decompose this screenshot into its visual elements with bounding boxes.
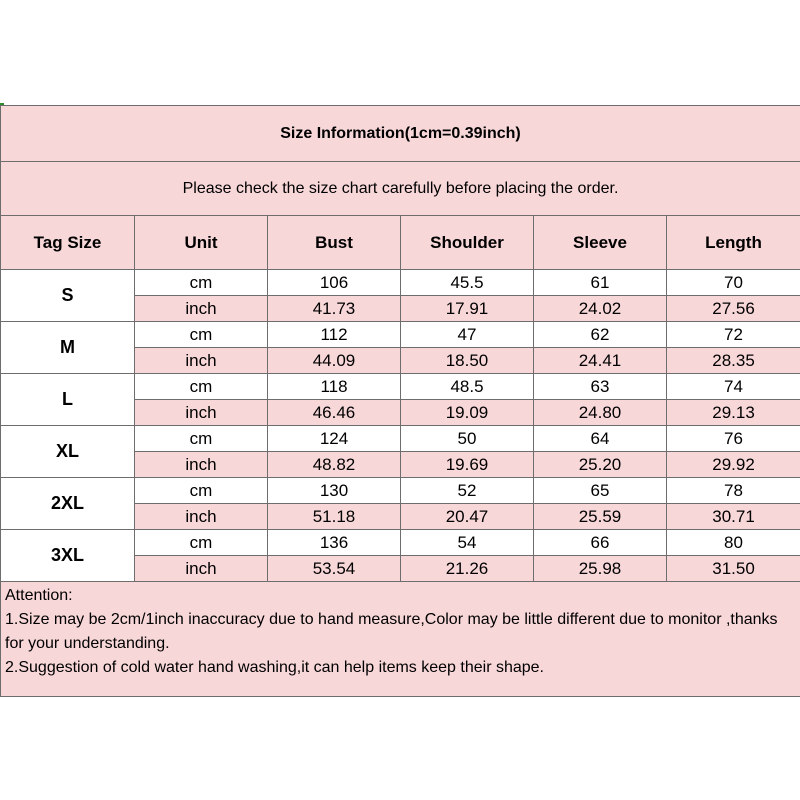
tag-size-cell: L — [1, 374, 135, 426]
length-cell: 28.35 — [667, 348, 800, 374]
unit-cell: cm — [135, 322, 268, 348]
header-row — [1, 216, 800, 270]
length-cell: 29.13 — [667, 400, 800, 426]
size-chart-table — [0, 105, 800, 697]
unit-cell: cm — [135, 426, 268, 452]
bust-cell: 130 — [268, 478, 401, 504]
shoulder-cell: 54 — [401, 530, 534, 556]
sleeve-cell: 62 — [534, 322, 667, 348]
sleeve-cell: 25.59 — [534, 504, 667, 530]
tag-size-cell: XL — [1, 426, 135, 478]
length-cell: 76 — [667, 426, 800, 452]
shoulder-cell: 17.91 — [401, 296, 534, 322]
unit-cell: inch — [135, 400, 268, 426]
shoulder-cell: 48.5 — [401, 374, 534, 400]
shoulder-cell: 47 — [401, 322, 534, 348]
bust-cell: 46.46 — [268, 400, 401, 426]
length-cell: 74 — [667, 374, 800, 400]
sleeve-cell: 24.41 — [534, 348, 667, 374]
unit-cell: cm — [135, 270, 268, 296]
header-length: Length — [667, 216, 800, 270]
shoulder-cell: 20.47 — [401, 504, 534, 530]
shoulder-cell: 19.69 — [401, 452, 534, 478]
bust-cell: 118 — [268, 374, 401, 400]
sleeve-cell: 65 — [534, 478, 667, 504]
sleeve-cell: 63 — [534, 374, 667, 400]
size-row-cm — [1, 374, 800, 400]
size-row-cm — [1, 426, 800, 452]
unit-cell: cm — [135, 530, 268, 556]
unit-cell: inch — [135, 348, 268, 374]
size-row-cm — [1, 322, 800, 348]
header-shoulder: Shoulder — [401, 216, 534, 270]
tag-size-cell: 3XL — [1, 530, 135, 582]
bust-cell: 124 — [268, 426, 401, 452]
length-cell: 30.71 — [667, 504, 800, 530]
chart-subtitle: Please check the size chart carefully before placing the order. — [1, 162, 800, 216]
sleeve-cell: 66 — [534, 530, 667, 556]
shoulder-cell: 50 — [401, 426, 534, 452]
tag-size-cell: S — [1, 270, 135, 322]
unit-cell: cm — [135, 478, 268, 504]
size-row-cm — [1, 530, 800, 556]
bust-cell: 51.18 — [268, 504, 401, 530]
shoulder-cell: 18.50 — [401, 348, 534, 374]
bust-cell: 44.09 — [268, 348, 401, 374]
shoulder-cell: 21.26 — [401, 556, 534, 582]
bust-cell: 112 — [268, 322, 401, 348]
shoulder-cell: 19.09 — [401, 400, 534, 426]
sleeve-cell: 61 — [534, 270, 667, 296]
length-cell: 80 — [667, 530, 800, 556]
chart-title: Size Information(1cm=0.39inch) — [1, 106, 800, 162]
tag-size-cell: M — [1, 322, 135, 374]
header-unit: Unit — [135, 216, 268, 270]
notes-line-2: 2.Suggestion of cold water hand washing,it can help items keep their shape. — [5, 659, 544, 676]
shoulder-cell: 52 — [401, 478, 534, 504]
length-cell: 72 — [667, 322, 800, 348]
length-cell: 27.56 — [667, 296, 800, 322]
sleeve-cell: 24.02 — [534, 296, 667, 322]
length-cell: 29.92 — [667, 452, 800, 478]
bust-cell: 41.73 — [268, 296, 401, 322]
bust-cell: 106 — [268, 270, 401, 296]
unit-cell: inch — [135, 504, 268, 530]
shoulder-cell: 45.5 — [401, 270, 534, 296]
unit-cell: inch — [135, 452, 268, 478]
sleeve-cell: 25.20 — [534, 452, 667, 478]
bust-cell: 48.82 — [268, 452, 401, 478]
sleeve-cell: 24.80 — [534, 400, 667, 426]
attention-notes — [1, 582, 800, 697]
size-chart-sheet — [0, 105, 800, 695]
length-cell: 78 — [667, 478, 800, 504]
length-cell: 70 — [667, 270, 800, 296]
sleeve-cell: 25.98 — [534, 556, 667, 582]
notes-heading: Attention: — [5, 587, 73, 604]
header-bust: Bust — [268, 216, 401, 270]
bust-cell: 136 — [268, 530, 401, 556]
bust-cell: 53.54 — [268, 556, 401, 582]
sleeve-cell: 64 — [534, 426, 667, 452]
length-cell: 31.50 — [667, 556, 800, 582]
tag-size-cell: 2XL — [1, 478, 135, 530]
notes-line-1: 1.Size may be 2cm/1inch inaccuracy due to hand measure,Color may be little different due to monitor ,thanks for your understanding. — [5, 611, 778, 652]
unit-cell: cm — [135, 374, 268, 400]
unit-cell: inch — [135, 296, 268, 322]
unit-cell: inch — [135, 556, 268, 582]
size-row-cm — [1, 478, 800, 504]
size-row-cm — [1, 270, 800, 296]
header-tag-size: Tag Size — [1, 216, 135, 270]
header-sleeve: Sleeve — [534, 216, 667, 270]
